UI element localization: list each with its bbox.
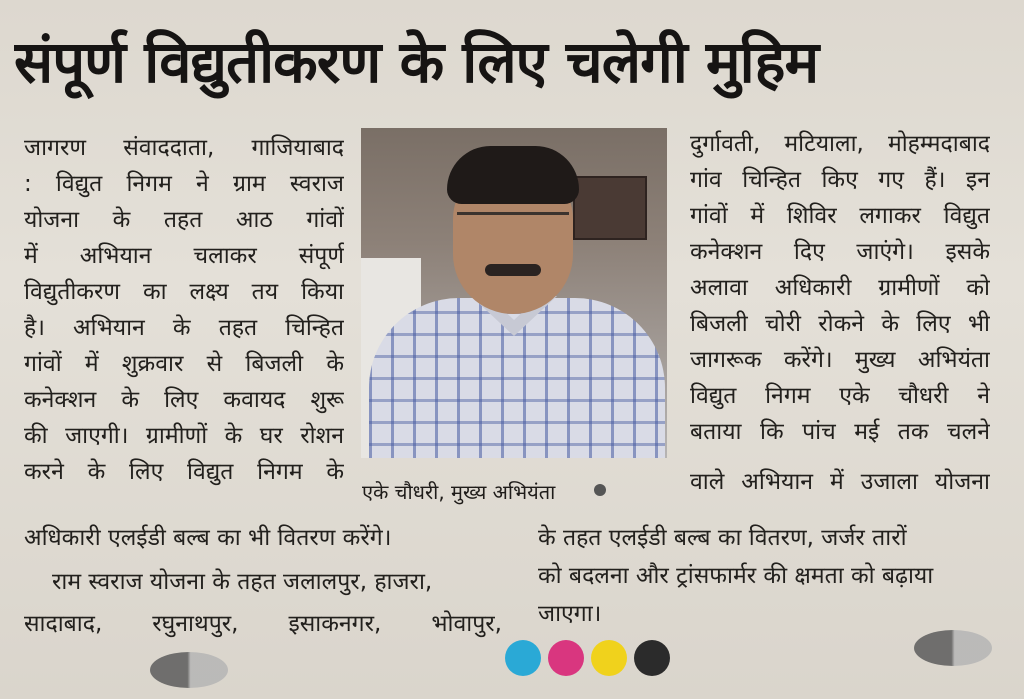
wall-picture	[573, 176, 647, 240]
article-line: जागरूक करेंगे। मुख्य अभियंता	[690, 347, 990, 373]
article-line: दुर्गावती, मटियाला, मोहम्मदाबाद	[690, 131, 990, 157]
black-ink-dot	[634, 640, 670, 676]
article-line: बिजली चोरी रोकने के लिए भी	[690, 311, 990, 337]
article-line: गांव चिन्हित किए गए हैं। इन	[690, 167, 990, 193]
glasses	[457, 212, 569, 237]
caption-bullet	[594, 484, 606, 496]
article-line: करने के लिए विद्युत निगम के	[24, 459, 344, 485]
yellow-ink-dot	[591, 640, 627, 676]
cyan-ink-dot	[505, 640, 541, 676]
article-line: योजना के तहत आठ गांवों	[24, 207, 344, 233]
portrait-photo	[361, 128, 667, 458]
hair	[447, 146, 579, 204]
article-line: की जाएगी। ग्रामीणों के घर रोशन	[24, 423, 344, 449]
article-line: जाएगा।	[538, 601, 602, 627]
article-line: वाले अभियान में उजाला योजना	[690, 469, 990, 495]
article-line: गांवों में शुक्रवार से बिजली के	[24, 351, 344, 377]
article-line: कनेक्शन के लिए कवायद शुरू	[24, 387, 344, 413]
article-line: राम स्वराज योजना के तहत जलालपुर, हाजरा,	[52, 569, 433, 595]
article-line: अधिकारी एलईडी बल्ब का भी वितरण करेंगे।	[24, 525, 392, 551]
article-line: विद्युतीकरण का लक्ष्य तय किया	[24, 279, 344, 305]
article-line: : विद्युत निगम ने ग्राम स्वराज	[24, 171, 344, 197]
article-line: अलावा अधिकारी ग्रामीणों को	[690, 275, 990, 301]
article-line: जागरण संवाददाता, गाजियाबाद	[24, 135, 344, 161]
article-line: है। अभियान के तहत चिन्हित	[24, 315, 344, 341]
article-line: विद्युत निगम एके चौधरी ने	[690, 383, 990, 409]
magenta-ink-dot	[548, 640, 584, 676]
moustache	[485, 264, 541, 276]
article-line: सादाबाद, रघुनाथपुर, इसाकनगर, भोवापुर,	[24, 611, 502, 637]
article-line: कनेक्शन दिए जाएंगे। इसके	[690, 239, 990, 265]
article-line: बताया कि पांच मई तक चलने	[690, 419, 990, 445]
article-line: को बदलना और ट्रांसफार्मर की क्षमता को बढ़ाया	[538, 563, 934, 589]
registration-mark-left	[150, 652, 228, 688]
headline: संपूर्ण विद्युतीकरण के लिए चलेगी मुहिम	[14, 28, 819, 96]
article-line: के तहत एलईडी बल्ब का वितरण, जर्जर तारों	[538, 525, 907, 551]
article-line: गांवों में शिविर लगाकर विद्युत	[690, 203, 990, 229]
photo-caption: एके चौधरी, मुख्य अभियंता	[362, 480, 556, 504]
registration-mark-right	[914, 630, 992, 666]
article-line: में अभियान चलाकर संपूर्ण	[24, 243, 344, 269]
